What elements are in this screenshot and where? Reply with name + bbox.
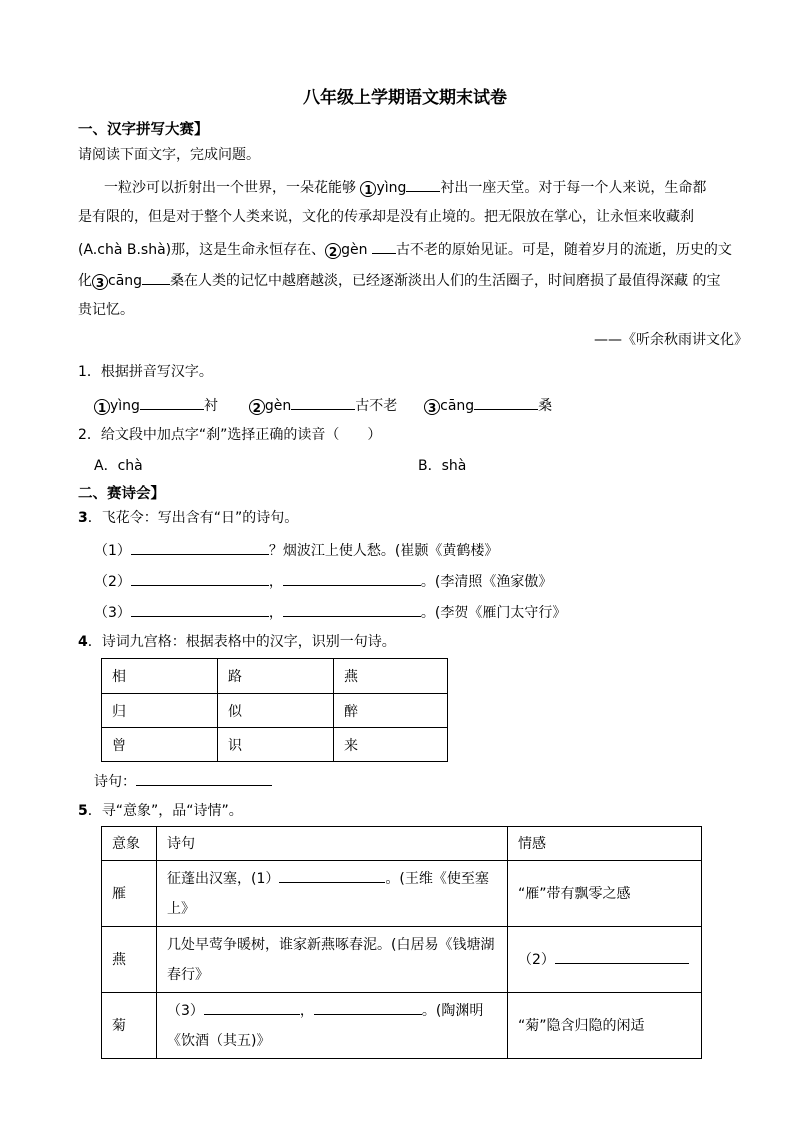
answer-blank[interactable] xyxy=(314,999,422,1015)
image-cell: 菊 xyxy=(102,993,157,1059)
answer-blank-2[interactable] xyxy=(291,394,355,410)
blank[interactable] xyxy=(372,238,396,254)
emotion-cell: “雁”带有飘零之感 xyxy=(508,861,702,927)
blank[interactable] xyxy=(406,176,440,192)
answer-blank[interactable] xyxy=(283,601,421,617)
circled-number-3: 3 xyxy=(424,399,440,415)
section-2-heading: 二、赛诗会】 xyxy=(78,486,165,502)
grid-cell: 识 xyxy=(218,728,334,762)
poem-cell: 征蓬出汉塞，(1） 。(王维《使至塞 上》 xyxy=(157,861,508,927)
answer-blank-1[interactable] xyxy=(140,394,204,410)
question-4-label: 4．诗词九宫格：根据表格中的汉字，识别一句诗。 xyxy=(78,634,396,650)
answer-blank[interactable] xyxy=(131,601,269,617)
answer-blank[interactable] xyxy=(279,867,385,883)
page-title: 八年级上学期语文期末试卷 xyxy=(303,88,507,108)
passage-source: ——《听余秋雨讲文化》 xyxy=(594,332,748,348)
grid-cell: 燕 xyxy=(334,659,448,694)
passage-line-5: 贵记忆。 xyxy=(78,302,134,318)
blank[interactable] xyxy=(142,269,170,285)
answer-blank[interactable] xyxy=(283,570,421,586)
circled-number-1: 1 xyxy=(360,181,376,197)
nine-grid-table xyxy=(101,658,448,762)
header-cell: 情感 xyxy=(508,827,702,861)
circled-number-2: 2 xyxy=(249,399,265,415)
image-cell: 燕 xyxy=(102,927,157,993)
grid-cell: 归 xyxy=(102,694,218,728)
question-5-label: 5．寻“意象”，品“诗情”。 xyxy=(78,803,243,819)
table-row xyxy=(102,993,702,1059)
circled-number-1: 1 xyxy=(94,399,110,415)
question-3-label: 3．飞花令：写出含有“日”的诗句。 xyxy=(78,510,299,526)
question-4-answer: 诗句： xyxy=(94,770,272,792)
section-1-heading: 一、汉字拼写大赛】 xyxy=(78,122,209,138)
circled-number-2: 2 xyxy=(325,243,341,259)
grid-cell: 似 xyxy=(218,694,334,728)
grid-cell: 相 xyxy=(102,659,218,694)
question-1-answers: 1 yìng 衬 2 gèn 古不老 3 cāng 桑 xyxy=(94,394,552,416)
image-cell: 雁 xyxy=(102,861,157,927)
question-1-label: 1．根据拼音写汉字。 xyxy=(78,364,213,380)
answer-blank[interactable] xyxy=(204,999,300,1015)
option-b[interactable]: B．shà xyxy=(418,458,467,474)
emotion-cell: （2） xyxy=(508,927,702,993)
grid-cell: 路 xyxy=(218,659,334,694)
question-3-line-1: （1） ？烟波江上使人愁。(崔颢《黄鹤楼》 xyxy=(94,539,498,561)
circled-number-3: 3 xyxy=(92,274,108,290)
passage-line-3: (A.chà B.shà)那，这是生命永恒存在、 2 gèn 古不老的原始见证。可是，随着岁月的流逝，历史的文 xyxy=(78,238,732,260)
passage-line-4: 化 3 cāng 桑在人类的记忆中越磨越淡，已经逐渐淡出人们的生活圈子，时间磨损了最值得深藏 的宝 xyxy=(78,269,721,291)
imagery-table xyxy=(101,826,702,1059)
answer-blank[interactable] xyxy=(136,770,272,786)
question-3-line-2: （2） ， 。(李清照《渔家傲》 xyxy=(94,570,552,592)
option-a[interactable]: A．chà xyxy=(94,458,143,474)
question-3-line-3: （3） ， 。(李贺《雁门太守行》 xyxy=(94,601,566,623)
header-cell: 意象 xyxy=(102,827,157,861)
grid-cell: 来 xyxy=(334,728,448,762)
poem-cell: 几处早莺争暖树，谁家新燕啄春泥。(白居易《钱塘湖 春行》 xyxy=(157,927,508,993)
question-2-label: 2．给文段中加点字“刹”选择正确的读音（ ） xyxy=(78,427,382,443)
instruction: 请阅读下面文字，完成问题。 xyxy=(78,147,260,163)
grid-cell: 醉 xyxy=(334,694,448,728)
emotion-cell: “菊”隐含归隐的闲适 xyxy=(508,993,702,1059)
header-cell: 诗句 xyxy=(157,827,508,861)
table-row xyxy=(102,861,702,927)
passage-line-2: 是有限的，但是对于整个人类来说，文化的传承却是没有止境的。把无限放在掌心，让永恒来收藏刹 xyxy=(78,209,694,225)
table-row xyxy=(102,927,702,993)
passage-line-1: 一粒沙可以折射出一个世界，一朵花能够 1 yìng 衬出一座天堂。对于每一个人来说，生命都 xyxy=(104,176,706,198)
answer-blank-3[interactable] xyxy=(474,394,538,410)
poem-cell: （3） ， 。(陶渊明 《饮酒（其五)》 xyxy=(157,993,508,1059)
grid-cell: 曾 xyxy=(102,728,218,762)
answer-blank[interactable] xyxy=(131,570,269,586)
answer-blank[interactable] xyxy=(555,948,689,964)
answer-blank[interactable] xyxy=(131,539,269,555)
